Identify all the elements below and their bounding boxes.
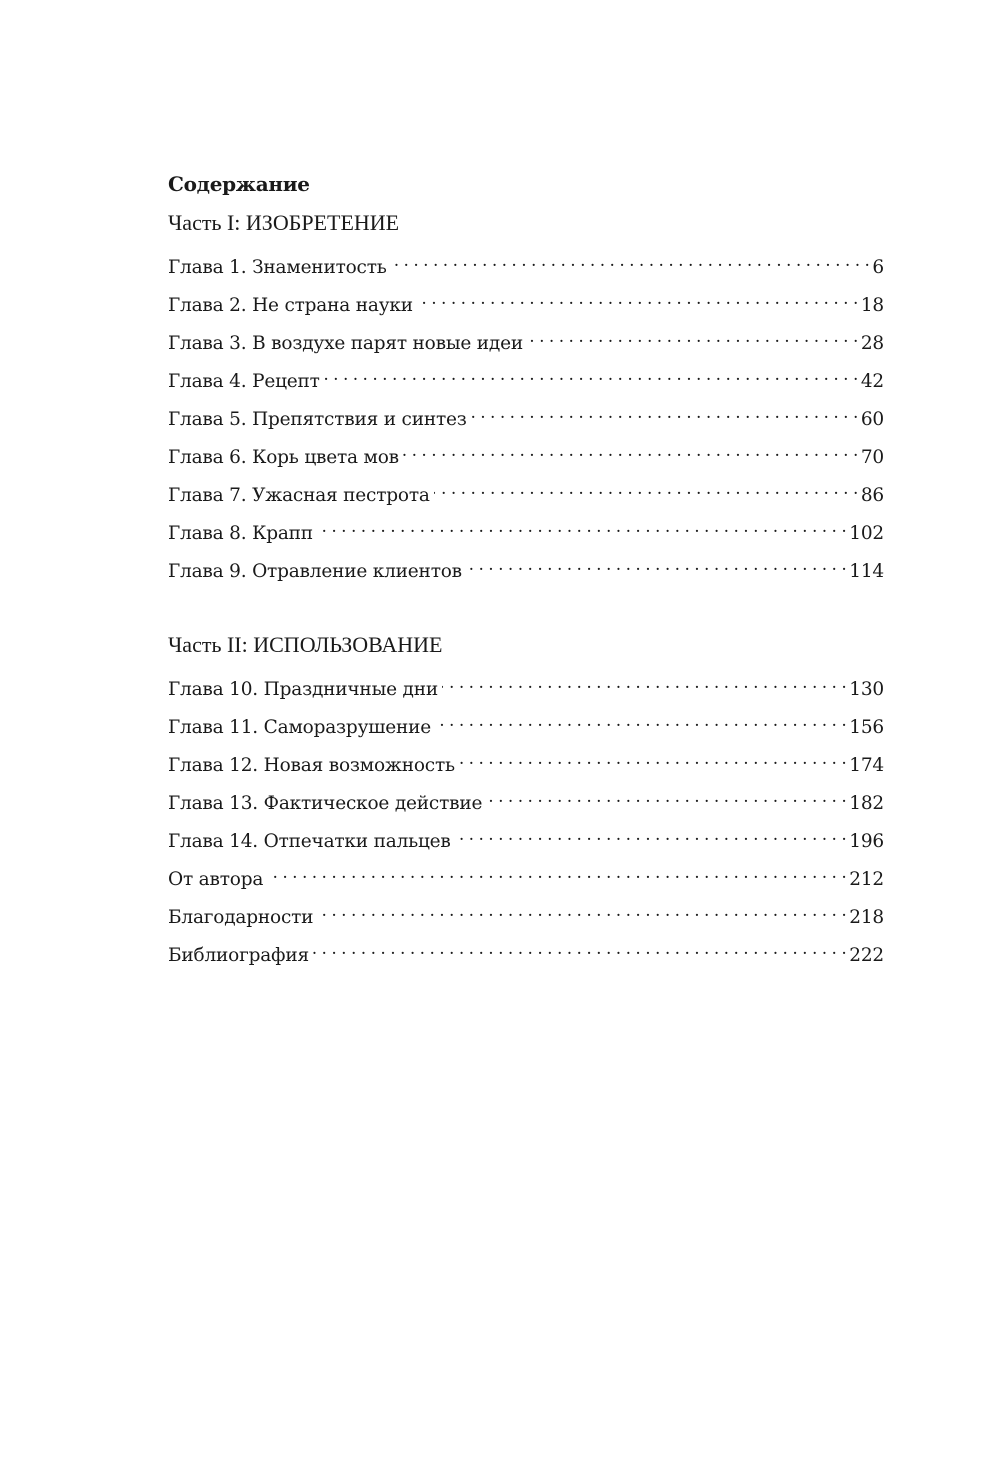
entry-label: Глава 13. Фактическое действие	[168, 793, 483, 814]
entry-label: Глава 12. Новая возможность	[168, 755, 455, 776]
entry-label: Глава 10. Праздничные дни	[168, 679, 438, 700]
toc-entry[interactable]	[168, 937, 884, 966]
entry-page-number: 218	[849, 907, 884, 928]
part-title: Часть II: ИСПОЛЬЗОВАНИЕ	[168, 632, 443, 657]
toc-entry[interactable]	[168, 861, 884, 890]
toc-entry[interactable]	[168, 747, 884, 776]
dot-leader	[435, 709, 846, 733]
table-of-contents	[168, 172, 884, 975]
entry-page-number: 86	[860, 485, 884, 506]
toc-entry[interactable]	[168, 899, 884, 928]
toc-entry[interactable]	[168, 553, 884, 582]
entry-page-number: 174	[849, 755, 884, 776]
dot-leader	[403, 439, 858, 463]
dot-leader	[324, 363, 858, 387]
dot-leader	[471, 401, 858, 425]
entry-page-number: 156	[849, 717, 884, 738]
entry-label: Глава 11. Саморазрушение	[168, 717, 432, 738]
dot-leader	[466, 553, 846, 577]
part-title: Часть I: ИЗОБРЕТЕНИЕ	[168, 210, 400, 235]
dot-leader	[527, 325, 858, 349]
entry-page-number: 114	[849, 561, 884, 582]
toc-entry[interactable]	[168, 477, 884, 506]
entry-page-number: 60	[860, 409, 884, 430]
entry-label: Глава 14. Отпечатки пальцев	[168, 831, 451, 852]
entry-label: Благодарности	[168, 907, 314, 928]
dot-leader	[442, 671, 846, 695]
toc-title: Содержание	[168, 172, 310, 196]
entry-page-number: 18	[860, 295, 884, 316]
entry-page-number: 28	[860, 333, 884, 354]
entry-page-number: 212	[849, 869, 884, 890]
toc-entry[interactable]	[168, 709, 884, 738]
toc-entry[interactable]	[168, 515, 884, 544]
toc-entry[interactable]	[168, 325, 884, 354]
entry-page-number: 42	[860, 371, 884, 392]
toc-entry[interactable]	[168, 287, 884, 316]
entry-label: Библиография	[168, 945, 309, 966]
toc-entry[interactable]	[168, 439, 884, 468]
dot-leader	[455, 823, 847, 847]
dot-leader	[267, 861, 846, 885]
entry-label: Глава 2. Не страна науки	[168, 295, 413, 316]
dot-leader	[313, 937, 846, 961]
dot-leader	[434, 477, 858, 501]
entry-label: Глава 8. Крапп	[168, 523, 313, 544]
entry-label: Глава 6. Корь цвета мов	[168, 447, 399, 468]
entry-label: Глава 4. Рецепт	[168, 371, 320, 392]
entry-label: Глава 7. Ужасная пестрота	[168, 485, 430, 506]
entry-label: От автора	[168, 869, 264, 890]
entry-page-number: 196	[849, 831, 884, 852]
part-1-entries	[168, 249, 884, 582]
dot-leader	[317, 899, 846, 923]
toc-entry[interactable]	[168, 823, 884, 852]
entry-page-number: 102	[849, 523, 884, 544]
part-2-entries	[168, 671, 884, 966]
entry-page-number: 222	[849, 945, 884, 966]
entry-label: Глава 9. Отравление клиентов	[168, 561, 462, 582]
entry-page-number: 6	[872, 257, 884, 278]
entry-label: Глава 3. В воздухе парят новые идеи	[168, 333, 523, 354]
dot-leader	[391, 249, 870, 273]
toc-entry[interactable]	[168, 363, 884, 392]
dot-leader	[459, 747, 846, 771]
toc-entry[interactable]	[168, 671, 884, 700]
toc-entry[interactable]	[168, 249, 884, 278]
toc-entry[interactable]	[168, 401, 884, 430]
dot-leader	[486, 785, 846, 809]
entry-page-number: 130	[849, 679, 884, 700]
entry-label: Глава 1. Знаменитость	[168, 257, 387, 278]
toc-entry[interactable]	[168, 785, 884, 814]
dot-leader	[317, 515, 846, 539]
entry-page-number: 182	[849, 793, 884, 814]
entry-page-number: 70	[860, 447, 884, 468]
dot-leader	[417, 287, 858, 311]
entry-label: Глава 5. Препятствия и синтез	[168, 409, 467, 430]
